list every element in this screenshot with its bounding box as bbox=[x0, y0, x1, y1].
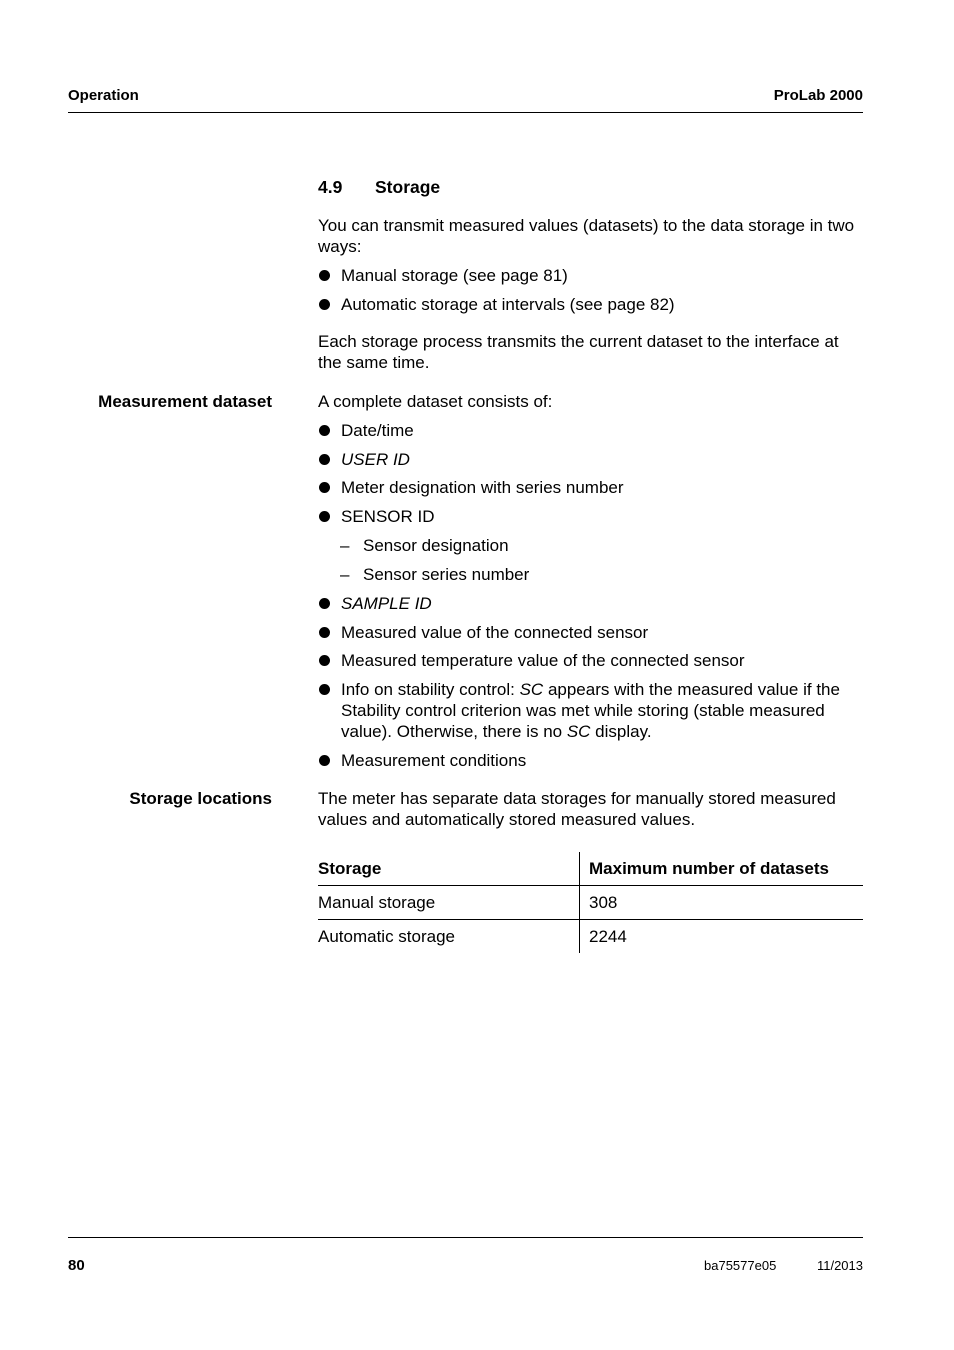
page-number: 80 bbox=[68, 1257, 85, 1274]
list-item: SENSOR ID bbox=[318, 506, 863, 527]
list-item: SAMPLE ID bbox=[318, 593, 863, 614]
bullet-icon bbox=[319, 454, 330, 465]
list-item: Date/time bbox=[318, 420, 863, 441]
table-header-cell: Maximum number of datasets bbox=[580, 852, 864, 886]
stability-control-text: Info on stability control: SC appears with the measured value if the Stability control criterion was met while storing (stable measured value). Otherwise, there is no SC display. bbox=[341, 680, 840, 741]
table-row bbox=[318, 886, 863, 920]
dash-marker: – bbox=[340, 565, 350, 584]
list-item: Measurement conditions bbox=[318, 750, 863, 771]
list-item: Measured value of the connected sensor bbox=[318, 622, 863, 643]
sub-list-item: – Sensor designation bbox=[340, 536, 509, 555]
document-id: ba75577e05 bbox=[704, 1258, 777, 1273]
bullet-icon bbox=[319, 482, 330, 493]
section-title: Storage bbox=[375, 177, 441, 197]
measurement-dataset-label: Measurement dataset bbox=[98, 392, 272, 411]
sub-list-item: – Sensor series number bbox=[340, 565, 530, 584]
storage-locations-label: Storage locations bbox=[129, 789, 272, 808]
section-heading bbox=[318, 177, 440, 198]
bullet-icon bbox=[319, 299, 330, 310]
bullet-icon bbox=[319, 755, 330, 766]
table-cell: 308 bbox=[580, 886, 864, 920]
bullet-icon bbox=[319, 511, 330, 522]
table-cell: Manual storage bbox=[318, 886, 580, 920]
storage-table bbox=[318, 852, 863, 953]
list-item: USER ID bbox=[318, 449, 863, 470]
storage-process-paragraph: Each storage process transmits the current dataset to the interface at the same time. bbox=[318, 332, 839, 372]
header-section-title: Operation bbox=[68, 87, 139, 104]
bullet-icon bbox=[319, 598, 330, 609]
bullet-icon bbox=[319, 425, 330, 436]
list-item: Manual storage (see page 81) bbox=[318, 265, 863, 286]
dash-marker: – bbox=[340, 536, 350, 555]
list-item: Automatic storage at intervals (see page 82) bbox=[318, 294, 863, 315]
footer-divider bbox=[68, 1237, 863, 1238]
bullet-icon bbox=[319, 627, 330, 638]
table-header-row bbox=[318, 852, 863, 886]
dataset-intro: A complete dataset consists of: bbox=[318, 392, 553, 411]
intro-paragraph: You can transmit measured values (datasets) to the data storage in two ways: bbox=[318, 216, 855, 256]
list-item: Meter designation with series number bbox=[318, 477, 863, 498]
list-item: Measured temperature value of the connected sensor bbox=[318, 650, 863, 671]
document-date: 11/2013 bbox=[816, 1258, 863, 1273]
header-divider bbox=[68, 112, 863, 113]
section-number: 4.9 bbox=[318, 177, 343, 197]
bullet-icon bbox=[319, 655, 330, 666]
table-header-cell: Storage bbox=[318, 852, 580, 886]
bullet-icon bbox=[319, 684, 330, 695]
table-row bbox=[318, 920, 863, 954]
table-cell: 2244 bbox=[580, 920, 864, 954]
storage-locations-paragraph: The meter has separate data storages for manually stored measured values and automatically stored measured values. bbox=[318, 789, 836, 829]
list-item bbox=[318, 679, 863, 742]
bullet-icon bbox=[319, 270, 330, 281]
header-product-name: ProLab 2000 bbox=[773, 87, 863, 104]
table-cell: Automatic storage bbox=[318, 926, 456, 946]
